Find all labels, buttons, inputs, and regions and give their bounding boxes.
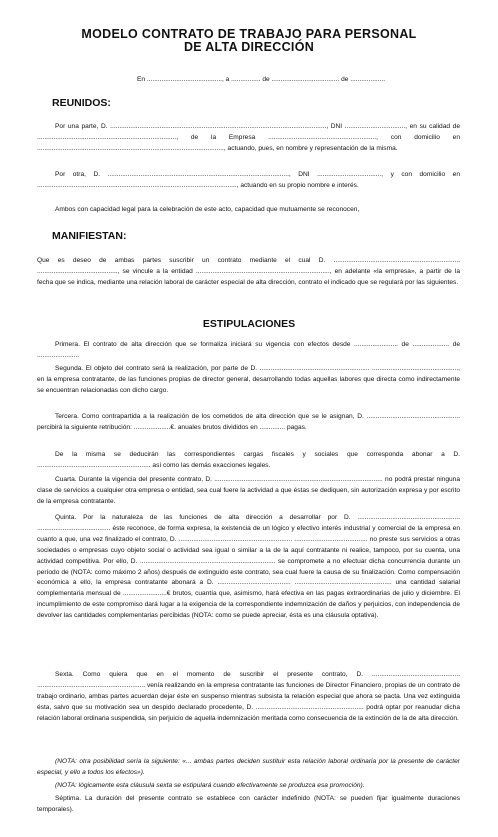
clause-septima: Séptima. La duración del presente contrato se establece con carácter indefinido (NOTA: se pueden fijar igualmente duraciones temporales). bbox=[37, 795, 460, 813]
clause-primera: Primera. El contrato de alta dirección que se formaliza iniciará su vigencia con efectos desde ........................ de .................... de ....................... bbox=[37, 341, 460, 359]
manifiestan-paragraph: Que es deseo de ambas partes suscribir un contrato mediante el cual D. ..................................................................... ............................................, se vincule a la entidad ........................................................................., en adelante «la empresa», a partir de la fecha que se indica, mediante una relación laboral de carácter especial de alta dirección, contrato el indicado que se regulará por las siguientes. bbox=[37, 257, 460, 286]
manifiestan-heading: MANIFIESTAN: bbox=[52, 230, 127, 242]
clause-quinta: Quinta. Por la naturaleza de las funciones de alta dirección a desarrollar por D. ........................................................ ........................................ éste reconoce, de forma expresa, la existencia de un lógico y efectivo interés industrial y comercial de la empresa en cuanto a que, una vez finalizado el contrato, D. .............................................................. ........................................ no preste sus servicios a otras sociedades o empresas cuyo objeto social o actividad sea igual o similar a la de la aquí contratante ni realice, tampoco, por su cuenta, una actividad competitiva. Por ello, D. .......................................................................... se compromete a no efectuar dicha concurrencia durante un período de (NOTA: como máximo 2 años) después de extinguido este contrato, sea cual fuere la causa de su finalización. Como compensación económica a ello, la empresa contratante abonará a D. ........................................ ..................................................... una cantidad salarial complementaria mensual de ........................€ brutos, cuantía que, asimismo, hará efectiva en las pagas extraordinarias de julio y diciembre. El incumplimiento de este compromiso dará lugar a la exigencia de la correspondiente indemnización de daños y perjuicios, con independencia de devolver las cantidades complementarias percibidas (NOTA: como se puede apreciar, ésta es una cláusula optativa). bbox=[37, 514, 460, 620]
reunidos-heading: REUNIDOS: bbox=[52, 97, 111, 109]
reunidos-party-one: Por una parte, D. ......................................................................................................................, DNI ................................., en su calidad de ............................................................................, de la Empresa ..........................................................., con domicilio en ......................................................................................................, actuando, pues, en nombre y representación de la misma. bbox=[37, 123, 460, 152]
document-title-line1: MODELO CONTRATO DE TRABAJO PARA PERSONAL bbox=[81, 27, 417, 41]
reunidos-party-two: Por otra, D. ..................................................................................................., DNI ..................................., y con domicilio en ............................................................................................................., actuando en su propio nombre e interés. bbox=[37, 171, 460, 189]
clause-segunda: Segunda. El objeto del contrato será la realización, por parte de D. ............................................................ ..............................................., en la empresa contratante, de las funciones propias de director general, desarrollando todas aquellas labores que directa como indirectamente se encuentran relacionadas con dicho cargo. bbox=[37, 365, 460, 394]
document-title-line2: DE ALTA DIRECCIÓN bbox=[183, 40, 315, 54]
reunidos-capacity: Ambos con capacidad legal para la celebración de este acto, capacidad que mutuamente se reconocen, bbox=[55, 206, 360, 213]
note-sexta-alternative: (NOTA: otra posibilidad sería la siguiente: «... ambas partes deciden sustituir esta relación laboral ordinaria por la presente de carácter especial, y ello a todos los efectos»). bbox=[37, 758, 460, 776]
clause-tercera-deductions: De la misma se deducirán las correspondientes cargas fiscales y sociales que corresponda abonar a D. .............................................................. así como las demás exacciones legales. bbox=[37, 451, 460, 469]
estipulaciones-heading: ESTIPULACIONES bbox=[202, 318, 296, 330]
clause-tercera: Tercera. Como contrapartida a la realización de los cometidos de alta dirección que se le asignan, D. ................................................... percibirá la siguiente retribución: ....................€. anuales brutos divididos en .............. pagas. bbox=[37, 413, 460, 431]
date-place-line: En ........................................., a ................ de ..................................... de ................... bbox=[137, 76, 386, 83]
note-sexta-promotion: (NOTA: lógicamente esta cláusula sexta se estipulará cuando efectivamente se produzca esa promoción). bbox=[55, 782, 365, 789]
clause-cuarta: Cuarta. Durante la vigencia del presente contrato, D. ............................................................................................ no podrá prestar ninguna clase de servicios a cualquier otra empresa o entidad, sea cual fuere la actividad a que éstas se dediquen, sin autorización expresa y por escrito de la empresa contratante. bbox=[37, 476, 460, 505]
clause-sexta: Sexta. Como quiera que en el momento de suscribir el presente contrato, D. ................................................ ........................................................... venía realizando en la empresa contratante las funciones de Director Financiero, propias de un contrato de trabajo ordinario, ambas partes acuerdan dejar éste en suspenso mientras subsista la relación especial que ahora se pacta. Una vez extinguida ésta, salvo que su motivación sea un despido declarado procedente, D. ........................................................... podrá optar por reanudar dicha relación laboral ordinaria suspendida, sin perjuicio de aquella indemnización meritada como consecuencia de la extinción de la de alta dirección. bbox=[37, 671, 460, 722]
